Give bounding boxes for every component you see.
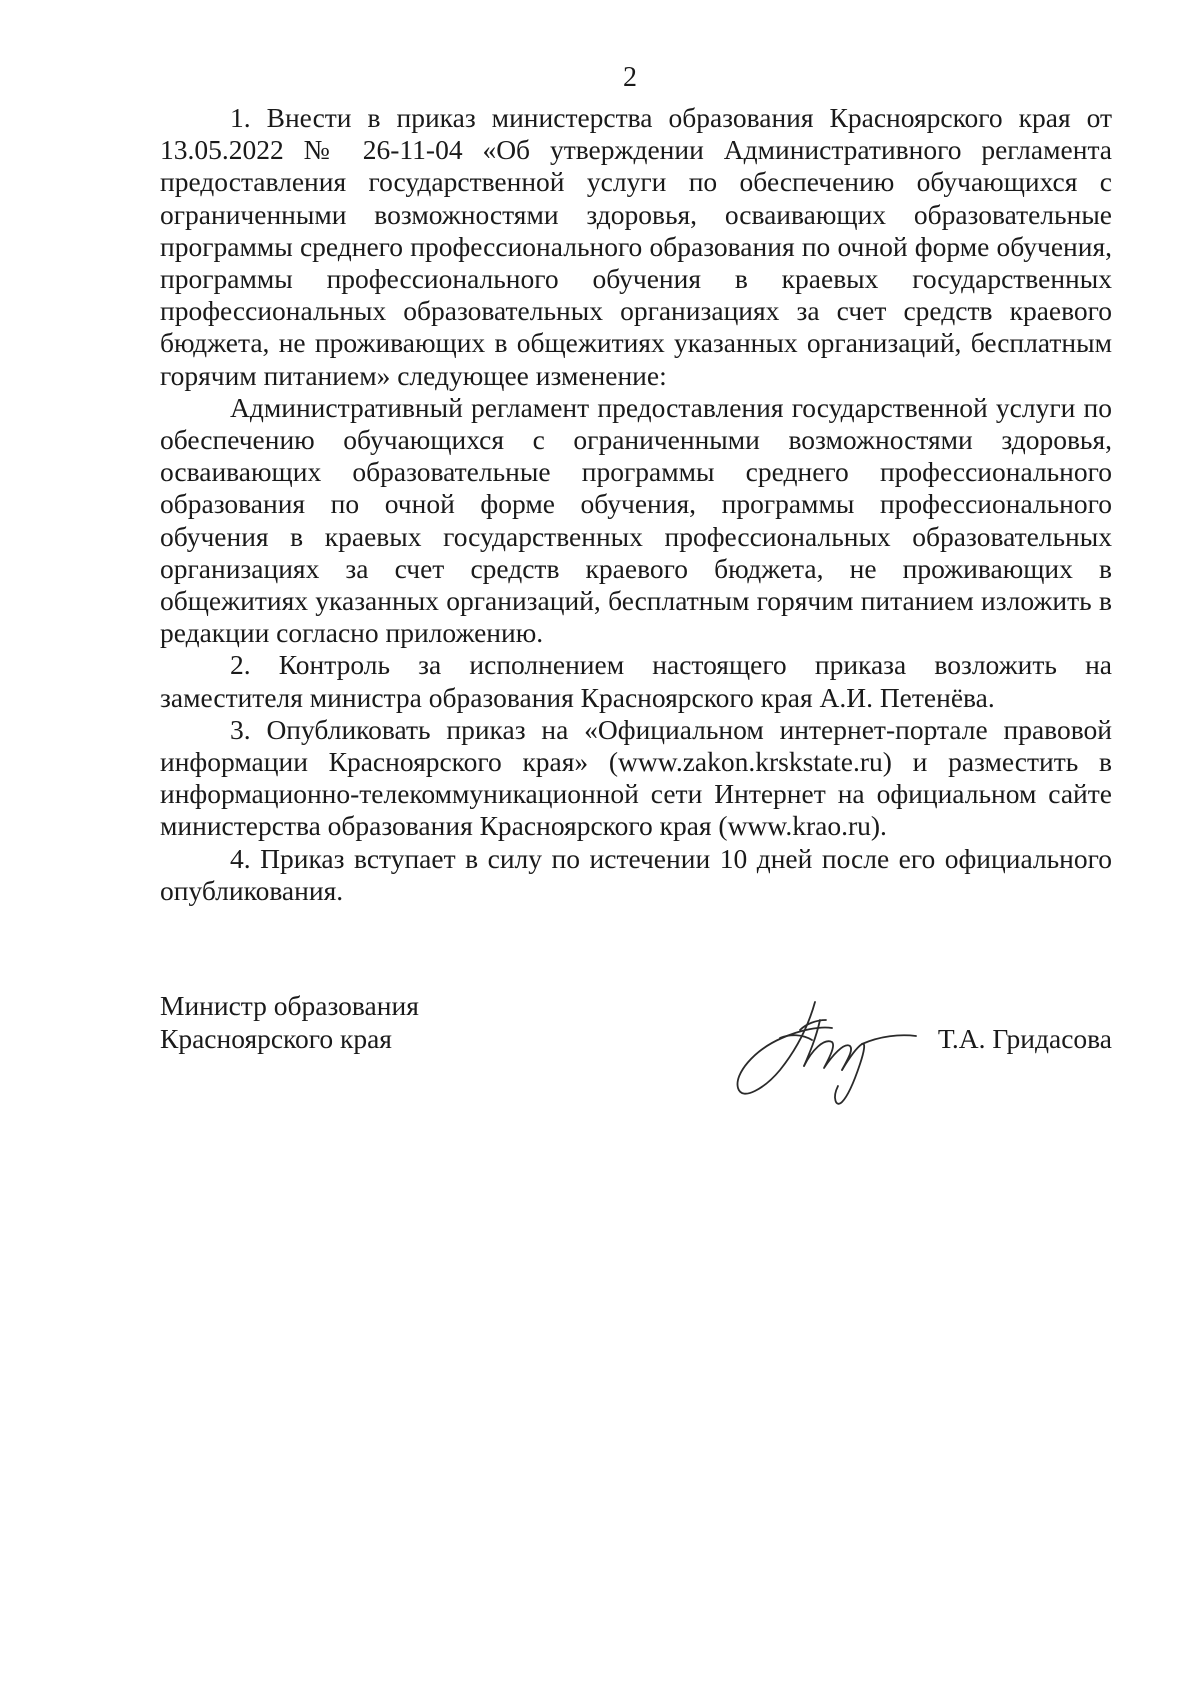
signer-title [160, 990, 419, 1055]
signer-title-line-1: Министр образования [160, 990, 419, 1021]
paragraph-3: 2. Контроль за исполнением настоящего приказа возложить на заместителя министра образования Красноярского края А.И. Петенёва. [160, 649, 1112, 713]
handwritten-signature [720, 990, 920, 1130]
paragraph-1: 1. Внести в приказ министерства образования Красноярского края от 13.05.2022 № 26-11-04 «Об утверждении Административного регламента предоставления государственной услуги по обеспечению обучающихся с ограниченными возможностями здоровья, осваивающих образовательные программы среднего профессионального образования по очной форме обучения, программы профессионального обучения в краевых государственных профессиональных образовательных организациях за счет средств краевого бюджета, не проживающих в общежитиях указанных организаций, бесплатным горячим питанием» следующее изменение: [160, 102, 1112, 391]
paragraph-4: 3. Опубликовать приказ на «Официальном интернет-портале правовой информации Красноярского края» (www.zakon.krskstate.ru) и разместить в информационно-телекоммуникационной сети Интернет на официальном сайте министерства образования Красноярского края (www.krao.ru). [160, 713, 1112, 842]
document-body [160, 102, 1112, 907]
signature-block [160, 990, 1112, 1130]
page-number: 2 [623, 62, 637, 93]
paragraph-2: Административный регламент предоставления государственной услуги по обеспечению обучающихся с ограниченными возможностями здоровья, осваивающих образовательные программы среднего профессионального образования по очной форме обучения, программы профессионального обучения в краевых государственных профессиональных образовательных организациях за счет средств краевого бюджета, не проживающих в общежитиях указанных организаций, бесплатным горячим питанием изложить в редакции согласно приложению. [160, 391, 1112, 649]
paragraph-5: 4. Приказ вступает в силу по истечении 10 дней после его официального опубликования. [160, 842, 1112, 906]
signer-title-line-2: Красноярского края [160, 1022, 392, 1054]
signer-name: Т.А. Гридасова [937, 1023, 1112, 1054]
